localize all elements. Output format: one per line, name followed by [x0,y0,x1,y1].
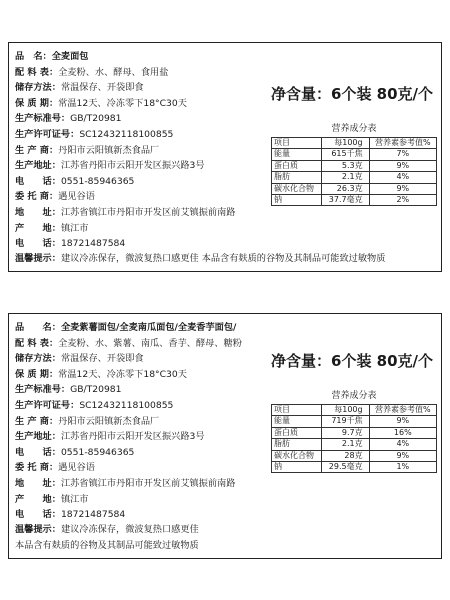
field-key: 储存方法： [15,353,61,365]
header-cell: 营养素参考值% [369,405,436,416]
table-cell: 2.1克 [322,172,370,183]
table-row [272,160,437,171]
field-key: 生产地址： [15,160,61,172]
field-value: 丹阳市云阳镇新杰食品厂 [58,415,160,427]
info-rows [15,320,265,523]
field-key: 生产标准号： [15,113,71,125]
table-row [272,462,437,473]
field-key: 生 产 商： [15,144,59,156]
info-row [15,236,265,252]
field-key: 品 名： [15,322,61,333]
field-key: 保 质 期： [15,368,59,380]
info-row [15,398,265,414]
info-row [15,174,265,190]
table-cell: 1% [369,462,436,473]
table-cell: 碳水化合物 [272,183,322,194]
field-value: 江苏省镇江市丹阳市开发区前艾镇振前南路 [60,477,236,489]
nutrition-title: 营养成分表 [331,124,377,134]
info-row [15,205,265,221]
table-cell: 9% [369,450,436,461]
table-cell: 16% [369,427,436,438]
net-content-value: 6个装 80克/个 [331,352,434,370]
nutrition-table [271,137,437,206]
header-cell: 项目 [272,138,322,149]
field-key: 生 产 商： [15,415,59,427]
warm-tip [15,251,385,266]
net-content [271,83,433,104]
field-value: 18721487584 [60,509,126,521]
info-row [15,49,265,65]
net-content-value: 6个装 80克/个 [331,85,434,103]
field-value: 全麦粉、水、酵母、食用盐 [58,66,169,78]
info-row [15,476,265,492]
header-cell: 营养素参考值% [369,138,436,149]
field-key: 保 质 期： [15,97,59,109]
info-rows [15,49,265,252]
field-key: 生产标准号： [15,384,71,396]
info-row [15,158,265,174]
table-cell: 37.7毫克 [322,195,370,206]
table-cell: 能量 [272,416,322,427]
field-value: 丹阳市云阳镇新杰食品厂 [58,144,160,156]
info-row [15,429,265,445]
table-cell: 26.3克 [322,183,370,194]
field-key: 配 料 表： [15,337,59,349]
table-row [272,183,437,194]
table-cell: 9% [369,160,436,171]
table-cell: 9% [369,183,436,194]
field-key: 产 地： [15,493,61,505]
table-cell: 能量 [272,149,322,160]
header-cell: 项目 [272,405,322,416]
tip-key: 温馨提示： [15,524,61,535]
info-row [15,507,265,523]
info-row [15,320,265,336]
table-cell: 28克 [322,450,370,461]
field-value: 江苏省丹阳市云阳开发区振兴路3号 [60,431,205,443]
table-cell: 9.7克 [322,427,370,438]
product-label-1 [8,42,442,272]
field-key: 产 地： [15,222,61,234]
info-row [15,221,265,237]
field-key: 地 址： [15,477,61,489]
field-key: 电 话： [15,509,61,521]
nutrition-table [271,404,437,473]
field-key: 生产地址： [15,431,61,443]
info-row [15,351,265,367]
info-row [15,189,265,205]
table-cell: 4% [369,439,436,450]
table-cell: 4% [369,172,436,183]
table-row [272,172,437,183]
table-row [272,416,437,427]
field-value: 全麦粉、水、紫薯、南瓜、香芋、酵母、糖粉 [58,337,242,349]
info-row [15,143,265,159]
table-row [272,450,437,461]
table-cell: 7% [369,149,436,160]
table-cell: 615千焦 [322,149,370,160]
field-value: 常温12天、冷冻零下18°C30天 [58,97,187,109]
field-key: 配 料 表： [15,66,59,78]
table-row [272,149,437,160]
table-header-row [272,138,437,149]
field-value: 镇江市 [60,493,89,505]
info-row [15,492,265,508]
table-cell: 2.1克 [322,439,370,450]
field-key: 生产许可证号： [15,128,80,140]
field-value: 常温保存、开袋即食 [60,82,144,94]
field-value: 0551-85946365 [60,175,135,187]
warm-tip-line2: 本品含有麸质的谷物及其制品可能致过敏物质 [15,540,199,551]
field-value: 遇见谷语 [58,191,95,203]
field-key: 品 名： [15,51,52,62]
table-row [272,439,437,450]
info-row [15,65,265,81]
field-value: SC12432118100855 [79,128,174,140]
field-value: GB/T20981 [70,384,122,396]
info-row [15,111,265,127]
field-value: 江苏省镇江市丹阳市开发区前艾镇振前南路 [60,206,236,218]
field-value: 全麦紫薯面包/全麦南瓜面包/全麦香芋面包/ [60,322,237,333]
info-row [15,367,265,383]
field-value: 全麦面包 [51,51,89,62]
table-cell: 蛋白质 [272,427,322,438]
table-cell: 9% [369,416,436,427]
info-row [15,336,265,352]
table-cell: 蛋白质 [272,160,322,171]
field-value: 常温保存、开袋即食 [60,353,144,365]
info-row [15,96,265,112]
table-row [272,195,437,206]
info-row [15,460,265,476]
table-cell: 29.5毫克 [322,462,370,473]
table-row [272,427,437,438]
field-key: 委 托 商： [15,191,59,203]
product-label-2 [8,313,442,559]
field-key: 电 话： [15,175,61,187]
info-row [15,127,265,143]
field-value: 江苏省丹阳市云阳开发区振兴路3号 [60,160,205,172]
field-value: SC12432118100855 [79,399,174,411]
net-content-label: 净含量： [271,85,332,103]
table-cell: 5.3克 [322,160,370,171]
field-value: 18721487584 [60,238,126,250]
field-value: GB/T20981 [70,113,122,125]
field-key: 生产许可证号： [15,399,80,411]
net-content [271,350,433,371]
header-cell: 每100g [322,138,370,149]
table-cell: 2% [369,195,436,206]
info-row [15,445,265,461]
nutrition-title: 营养成分表 [331,391,377,401]
table-cell: 碳水化合物 [272,450,322,461]
table-cell: 钠 [272,195,322,206]
info-row [15,382,265,398]
field-key: 电 话： [15,238,61,250]
field-key: 储存方法： [15,82,61,94]
warm-tip [15,522,199,537]
table-cell: 719千焦 [322,416,370,427]
field-value: 镇江市 [60,222,89,234]
tip-value: 建议冷冻保存，微波复热口感更佳 本品含有麸质的谷物及其制品可能致过敏物质 [60,253,386,264]
table-cell: 钠 [272,462,322,473]
net-content-label: 净含量： [271,352,332,370]
info-row [15,80,265,96]
field-key: 地 址： [15,206,61,218]
header-cell: 每100g [322,405,370,416]
tip-key: 温馨提示： [15,253,61,264]
field-value: 0551-85946365 [60,446,135,458]
field-value: 常温12天、冷冻零下18°C30天 [58,368,187,380]
field-key: 委 托 商： [15,462,59,474]
field-value: 遇见谷语 [58,462,95,474]
table-cell: 脂肪 [272,439,322,450]
field-key: 电 话： [15,446,61,458]
table-cell: 脂肪 [272,172,322,183]
info-row [15,414,265,430]
table-header-row [272,405,437,416]
tip-value: 建议冷冻保存，微波复热口感更佳 [60,524,199,535]
